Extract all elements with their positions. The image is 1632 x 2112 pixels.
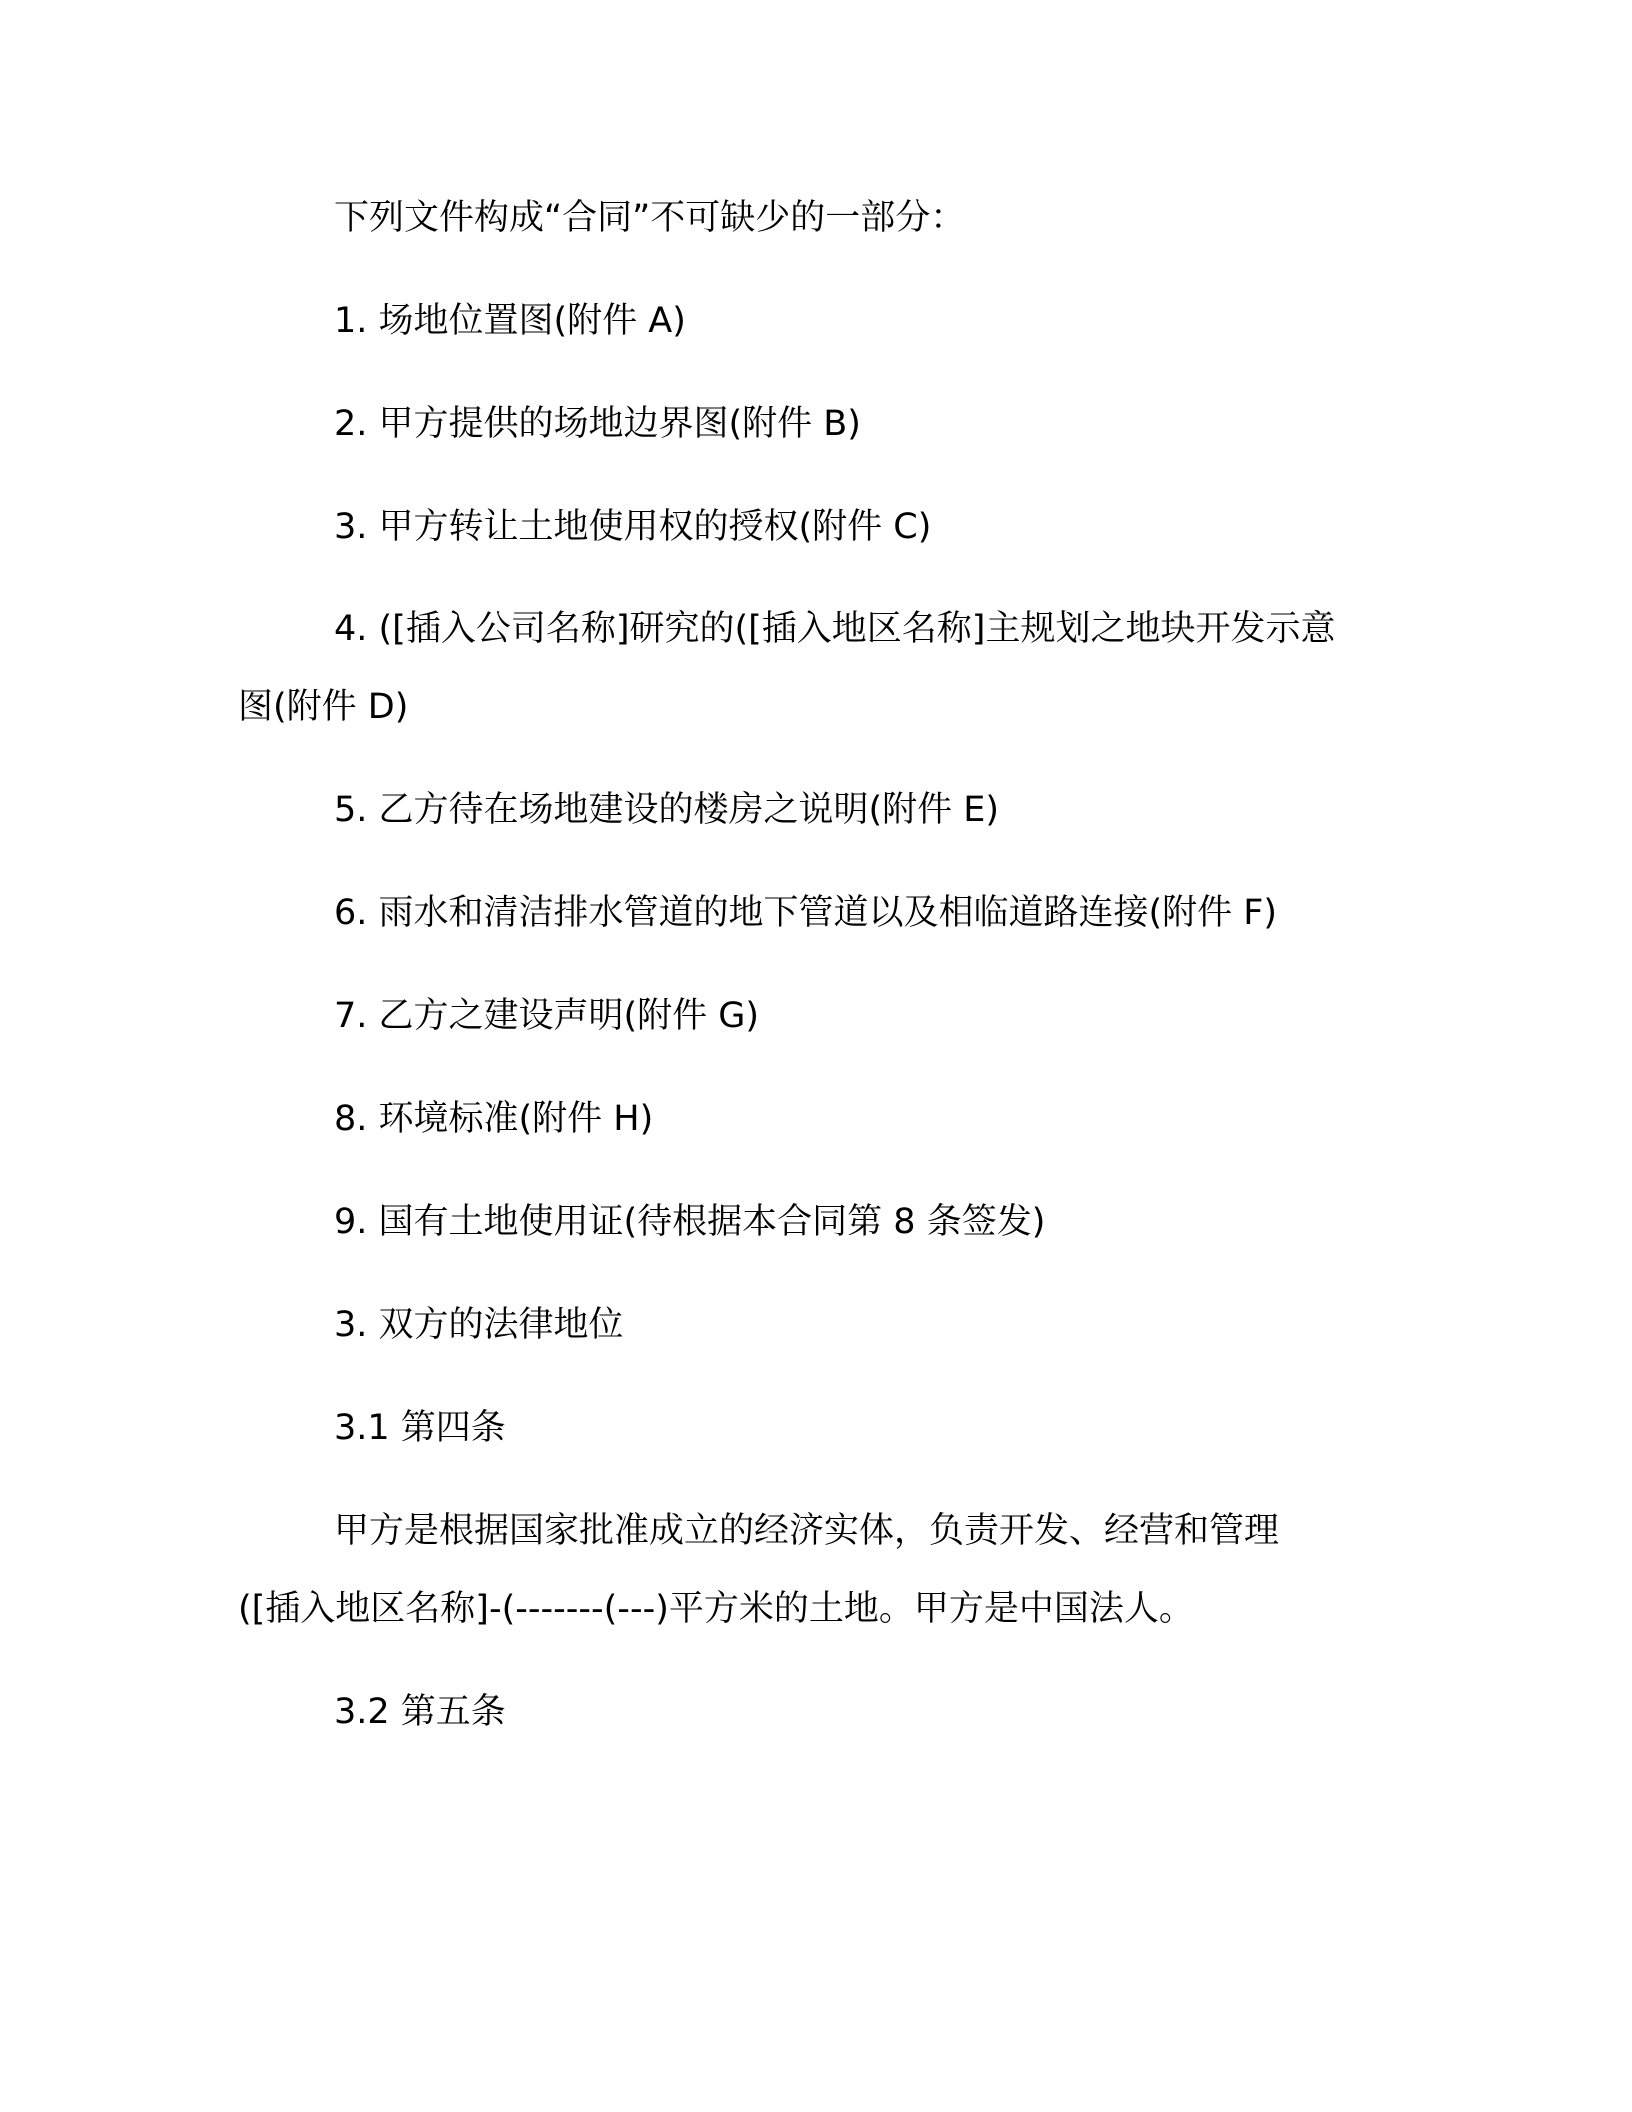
list-item: 5. 乙方待在场地建设的楼房之说明(附件 E) [334, 790, 1000, 830]
list-item: 3. 甲方转让土地使用权的授权(附件 C) [334, 507, 932, 547]
list-item: 7. 乙方之建设声明(附件 G) [334, 996, 760, 1036]
list-item: 8. 环境标准(附件 H) [334, 1099, 654, 1139]
article-5-heading: 3.2 第五条 [334, 1692, 506, 1732]
article-4-text-line-2: ([插入地区名称]-(-------(---)平方米的土地。甲方是中国法人。 [238, 1589, 1194, 1629]
article-4-text-line-1: 甲方是根据国家批准成立的经济实体，负责开发、经营和管理 [334, 1511, 1280, 1551]
article-4-heading: 3.1 第四条 [334, 1408, 506, 1448]
intro-paragraph: 下列文件构成“合同”不可缺少的一部分： [334, 198, 966, 238]
list-item: 1. 场地位置图(附件 A) [334, 301, 686, 341]
list-item: 6. 雨水和清洁排水管道的地下管道以及相临道路连接(附件 F) [334, 893, 1278, 933]
list-item: 2. 甲方提供的场地边界图(附件 B) [334, 404, 861, 444]
list-item: 9. 国有土地使用证(待根据本合同第 8 条签发) [334, 1202, 1046, 1242]
list-item-continuation: 图(附件 D) [238, 687, 409, 727]
section-heading: 3. 双方的法律地位 [334, 1305, 624, 1345]
list-item: 4. ([插入公司名称]研究的([插入地区名称]主规划之地块开发示意 [334, 609, 1336, 649]
